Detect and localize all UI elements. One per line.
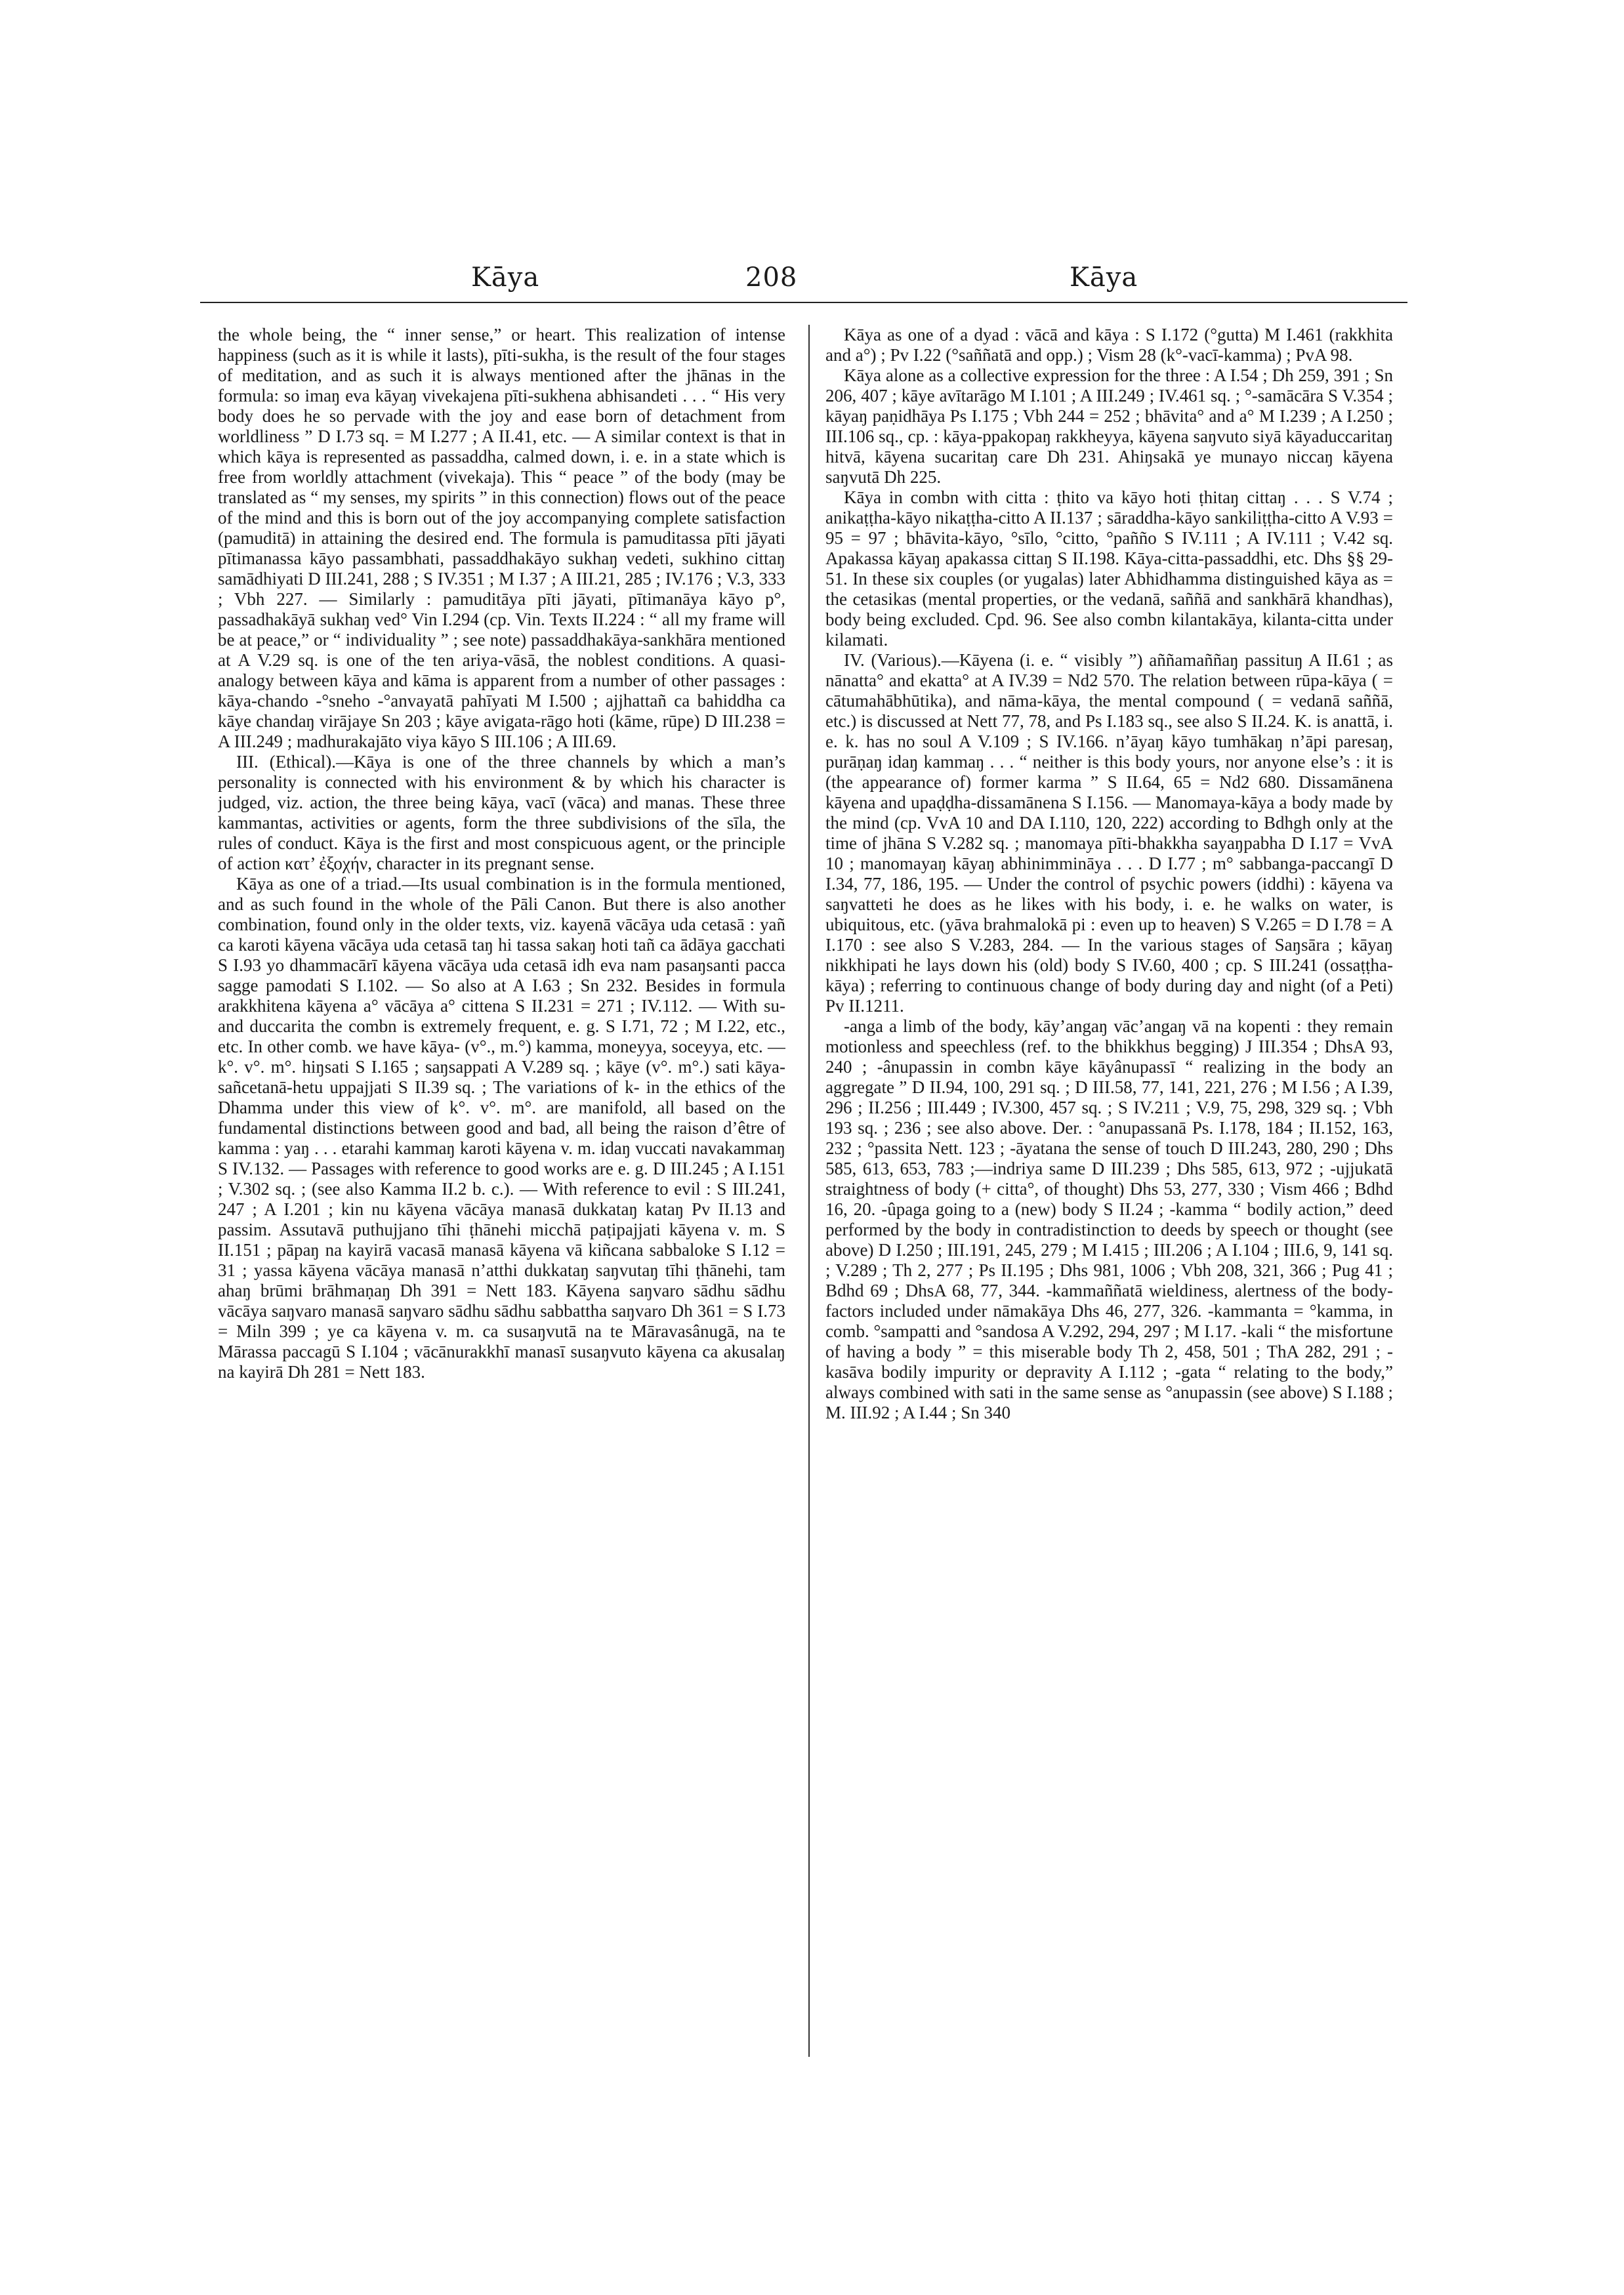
right-column (825, 325, 1393, 2057)
column-divider (808, 325, 810, 2057)
right-paragraph: Kāya alone as a collective expression for the three : A I.54 ; Dh 259, 391 ; Sn 206, 407 ; kāye avītarāgo M I.101 ; A III.249 ; IV.461 sq. ; °-samācāra S V.354 ; kāyaŋ paṇidhāya Ps I.175 ; Vbh 244 = 252 ; bhāvita° and a° M I.239 ; A I.250 ; III.106 sq., cp. : kāya-ppakopaŋ rakkheyya, kāyena saŋvuto siyā kāyaduccaritaŋ hitvā, kāyena sucaritaŋ care Dh 231. Ahiŋsakā ye munayo niccaŋ kāyena saŋvutā Dh 225. (825, 365, 1393, 487)
left-paragraph: Kāya as one of a triad.—Its usual combination is in the formula mentioned, and as such found in the whole of the Pāli Canon. But there is also another combination, found only in the older texts, viz. kayenā vācāya uda cetasā : yañ ca karoti kāyena vācāya uda cetasā taŋ hi tassa sakaŋ hoti tañ ca ādāya gacchati S I.93 yo dhammacārī kāyena vācāya uda cetasā idh eva nam pasaŋsanti pacca sagge pamodati S I.102. — So also at A I.63 ; Sn 232. Besides in formula arakkhitena kāyena a° vācāya a° cittena S II.231 = 271 ; IV.112. — With su- and duccarita the combn is extremely frequent, e. g. S I.71, 72 ; M I.22, etc., etc. In other comb. we have kāya- (v°., m.°) kamma, moneyya, soceyya, etc. — k°. v°. m°. hiŋsati S I.165 ; saŋsappati A V.289 sq. ; kāye (v°. m°.) sati kāya-sañcetanā-hetu uppajjati S II.39 sq. ; The variations of k- in the ethics of the Dhamma under this view of k°. v°. m°. are manifold, all based on the fundamental distinctions between good and bad, all being the raison d’être of kamma : yaŋ . . . etarahi kammaŋ karoti kāyena v. m. idaŋ vuccati navakammaŋ S IV.132. — Passages with reference to good works are e. g. D III.245 ; A I.151 ; V.302 sq. ; (see also Kamma II.2 b. c.). — With reference to evil : S III.241, 247 ; A I.201 ; kin nu kāyena vācāya manasā dukkataŋ kataŋ Pv II.13 and passim. Assutavā puthujjano tīhi ṭhānehi micchā paṭipajjati kāyena v. m. S II.151 ; pāpaŋ na kayirā vacasā manasā kāyena vā kiñcana sabbaloke S I.12 = 31 ; yassa kāyena vācāya manasā n’atthi dukkataŋ saŋvutaŋ tīhi ṭhānehi, tam ahaŋ brūmi brāhmaṇaŋ Dh 391 = Nett 183. Kāyena saŋvaro sādhu sādhu vācāya saŋvaro manasā saŋvaro sādhu sādhu sabbattha saŋvaro Dh 361 = S I.73 = Miln 399 ; ye ca kāyena v. m. ca susaŋvutā na te Māravasânugā, na te Mārassa paccagū S I.104 ; vācānurakkhī manasī susaŋvuto kāyena ca akusalaŋ na kayirā Dh 281 = Nett 183. (218, 874, 785, 1382)
left-paragraph: III. (Ethical).—Kāya is one of the three channels by which a man’s personality is connected with his environment & by which his character is judged, viz. action, the three being kāya, vacī (vāca) and manas. These three kammantas, activities or agents, form the three subdivisions of the sīla, the rules of conduct. Kāya is the first and most conspicuous agent, or the principle of action κατ’ ἐξοχήν, character in its pregnant sense. (218, 752, 785, 873)
right-paragraph: Kāya in combn with citta : ṭhito va kāyo hoti ṭhitaŋ cittaŋ . . . S V.74 ; anikaṭṭha-kāyo nikaṭṭha-citto A II.137 ; sāraddha-kāyo sankiliṭṭha-citto A V.93 = 95 = 97 ; bhāvita-kāyo, °sīlo, °citto, °pañño S IV.111 ; A IV.111 ; V.42 sq. Apakassa kāyaŋ apakassa cittaŋ S II.198. Kāya-citta-passaddhi, etc. Dhs §§ 29-51. In these six couples (or yugalas) later Abhidhamma distinguished kāya as = the cetasikas (mental properties, or the vedanā, saññā and sankhārā khandhas), body being excluded. Cpd. 96. See also combn kilantakāya, kilanta-citta under kilamati. (825, 487, 1393, 650)
right-paragraph: IV. (Various).—Kāyena (i. e. “ visibly ”) aññamaññaŋ passituŋ A II.61 ; as nānatta° and ekatta° at A IV.39 = Nd2 570. The relation between rūpa-kāya ( = cātumahābhūtika), and nāma-kāya, the mental compound ( = vedanā saññā, etc.) is discussed at Nett 77, 78, and Ps I.183 sq., see also S II.24. K. is anattā, i. e. k. has no soul A V.109 ; S IV.166. n’āyaŋ kāyo tumhākaŋ n’āpi paresaŋ, purāṇaŋ idaŋ kammaŋ . . . “ neither is this body yours, nor anyone else’s : it is (the appearance of) former karma ” S II.64, 65 = Nd2 680. Dissamānena kāyena and upaḍḍha-dissamānena S I.156. — Manomaya-kāya a body made by the mind (cp. VvA 10 and DA I.110, 120, 222) according to Bdhgh only at the time of jhāna S V.282 sq. ; manomaya pīti-bhakkha sayaŋpabha D I.17 = VvA 10 ; manomayaŋ kāyaŋ abhinimmināya . . . D I.77 ; m° sabbanga-paccangī D I.34, 77, 186, 195. — Under the control of psychic powers (iddhi) : kāyena va saŋvatteti he does as he likes with his body, i. e. he walks on water, is ubiquitous, etc. (yāva brahmalokā pi : even up to heaven) S V.265 = D I.78 = A I.170 : see also S V.283, 284. — In the various stages of Saŋsāra ; kāyaŋ nikkhipati he lays down his (old) body S IV.60, 400 ; cp. S III.241 (ossaṭṭha-kāya) ; referring to continuous change of body during day and night (of a Peti) Pv II.1211. (825, 650, 1393, 1016)
right-paragraph: Kāya as one of a dyad : vācā and kāya : S I.172 (°gutta) M I.461 (rakkhita and a°) ; Pv I.22 (°saññatā and opp.) ; Vism 28 (k°-vacī-kamma) ; PvA 98. (825, 325, 1393, 365)
left-paragraph: the whole being, the “ inner sense,” or heart. This realization of intense happiness (such as it is while it lasts), pīti-sukha, is the result of the four stages of meditation, and as such it is always mentioned after the jhānas in the formula: so imaŋ eva kāyaŋ vivekajena pīti-sukhena abhisandeti . . . “ His very body does he so pervade with the joy and ease born of detachment from worldliness ” D I.73 sq. = M I.277 ; A II.41, etc. — A similar context is that in which kāya is represented as passaddha, calmed down, i. e. in a state which is free from worldly attachment (vivekaja). This “ peace ” of the body (may be translated as “ my senses, my spirits ” in this connection) flows out of the peace of the mind and this is born out of the joy accompanying complete satisfaction (pamuditā) in attaining the desired end. The formula is pamuditassa pīti jāyati pītimanassa kāyo passambhati, passaddhakāyo sukhaŋ vedeti, sukhino cittaŋ samādhiyati D III.241, 288 ; S IV.351 ; M I.37 ; A III.21, 285 ; IV.176 ; V.3, 333 ; Vbh 227. — Similarly : pamuditāya pīti jāyati, pītimanāya kāyo p°, passadhakāyā sukhaŋ ved° Vin I.294 (cp. Vin. Texts II.224 : “ all my frame will be at peace,” or “ individuality ” ; see note) passaddhakāya-sankhāra mentioned at A V.29 sq. is one of the ten ariya-vāsā, the noblest conditions. A quasi-analogy between kāya and kāma is apparent from a number of other passages : kāya-chando -°sneho -°anvayatā pahīyati M I.500 ; ajjhattañ ca bahiddha ca kāye chandaŋ virājaye Sn 203 ; kāye avigata-rāgo hoti (kāme, rūpe) D III.238 = A III.249 ; madhurakajāto viya kāyo S III.106 ; A III.69. (218, 325, 785, 751)
page-number: 208 (745, 262, 798, 293)
running-head-left: Kāya (471, 262, 540, 293)
left-column (218, 325, 785, 2057)
header-rule (200, 302, 1407, 303)
running-head-right: Kāya (1070, 262, 1138, 293)
right-paragraph: -anga a limb of the body, kāy’angaŋ vāc’angaŋ vā na kopenti : they remain motionless and speechless (ref. to the bhikkhus begging) J III.354 ; DhsA 93, 240 ; -ânupassin in combn kāye kāyânupassī “ realizing in the body an aggregate ” D II.94, 100, 291 sq. ; D III.58, 77, 141, 221, 276 ; M I.56 ; A I.39, 296 ; II.256 ; III.449 ; IV.300, 457 sq. ; S IV.211 ; V.9, 75, 298, 329 sq. ; Vbh 193 sq. ; 236 ; see also above. Der. : °anupassanā Ps. I.178, 184 ; II.152, 163, 232 ; °passita Nett. 123 ; -āyatana the sense of touch D III.243, 280, 290 ; Dhs 585, 613, 653, 783 ;—indriya same D III.239 ; Dhs 585, 613, 972 ; -ujjukatā straightness of body (+ citta°, of thought) Dhs 53, 277, 330 ; Vism 466 ; Bdhd 16, 20. -ûpaga going to a (new) body S II.24 ; -kamma “ bodily action,” deed performed by the body in contradistinction to deeds by speech or thought (see above) D I.250 ; III.191, 245, 279 ; M I.415 ; III.206 ; A I.104 ; III.6, 9, 141 sq. ; V.289 ; Th 2, 277 ; Ps II.195 ; Dhs 981, 1006 ; Vbh 208, 321, 366 ; Pug 41 ; Bdhd 69 ; DhsA 68, 77, 344. -kammaññatā wieldiness, alertness of the body-factors included under nāmakāya Dhs 46, 277, 326. -kammanta = °kamma, in comb. °sampatti and °sandosa A V.292, 294, 297 ; M I.17. -kali “ the misfortune of having a body ” = this miserable body Th 2, 458, 501 ; ThA 282, 291 ; -kasāva bodily impurity or depravity A I.112 ; -gata “ relating to the body,” always combined with sati in the same sense as °anupassin (see above) S I.188 ; M. III.92 ; A I.44 ; Sn 340 (825, 1016, 1393, 1422)
